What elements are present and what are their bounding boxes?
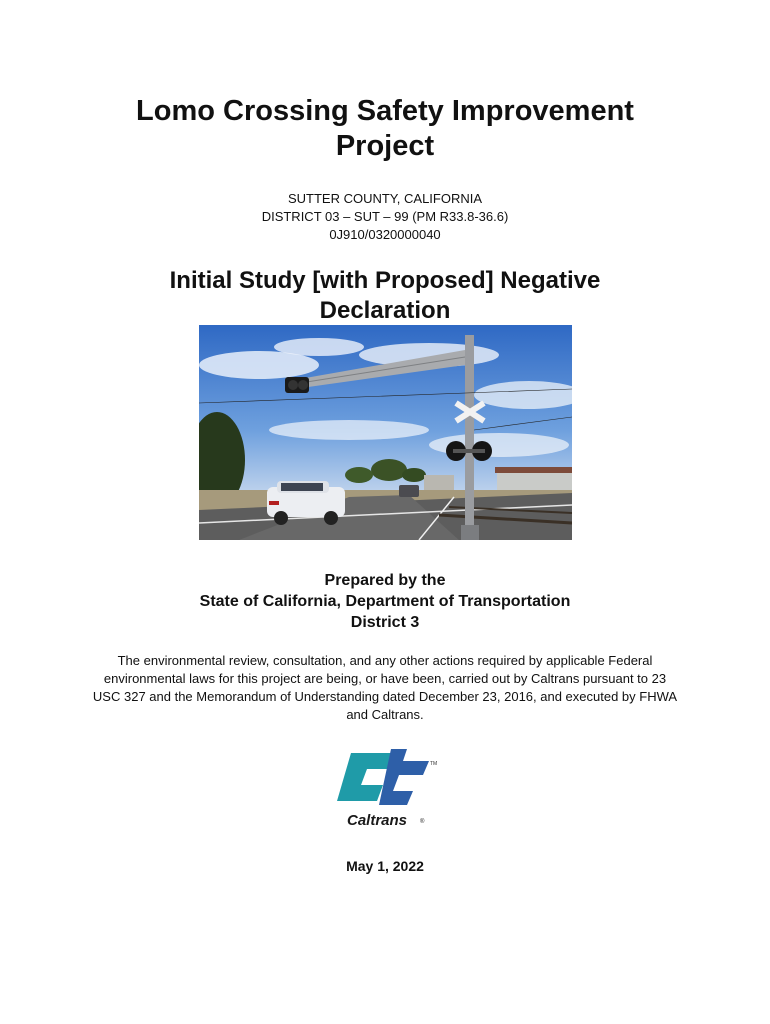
publication-date: May 1, 2022	[346, 858, 424, 874]
location-block	[0, 190, 770, 244]
railroad-crossing-photo	[199, 325, 572, 540]
department-name: State of California, Department of Transportation	[199, 593, 571, 610]
title-line-1: Lomo Crossing Safety Improvement	[136, 95, 634, 127]
county-line: SUTTER COUNTY, CALIFORNIA	[287, 191, 483, 206]
document-title	[0, 94, 770, 164]
caltrans-wordmark: Caltrans	[347, 812, 408, 829]
subtitle-line-1: Initial Study [with Proposed] Negative	[169, 267, 601, 294]
subtitle-line-2: Declaration	[319, 297, 451, 324]
prepared-by-label: Prepared by the	[324, 572, 446, 589]
document-subtitle	[0, 266, 770, 326]
district-name: District 3	[350, 614, 420, 631]
district-line: DISTRICT 03 – SUT – 99 (PM R33.8-36.6)	[261, 209, 509, 224]
registered-mark: ®	[420, 819, 425, 825]
title-line-2: Project	[335, 130, 435, 162]
prepared-by-block	[0, 570, 770, 633]
trademark-mark: TM	[430, 761, 437, 767]
caltrans-logo	[333, 745, 437, 833]
project-id-line: 0J910/0320000040	[329, 227, 441, 242]
nepa-assignment-statement: The environmental review, consultation, and any other actions required by applicable Federal environmental laws for this project are being, or have been, carried out by Caltrans pursuant to 23 USC 327 and the Memorandum of Understanding dated December 23, 2016, and executed by FHWA and Caltrans.	[92, 653, 678, 722]
